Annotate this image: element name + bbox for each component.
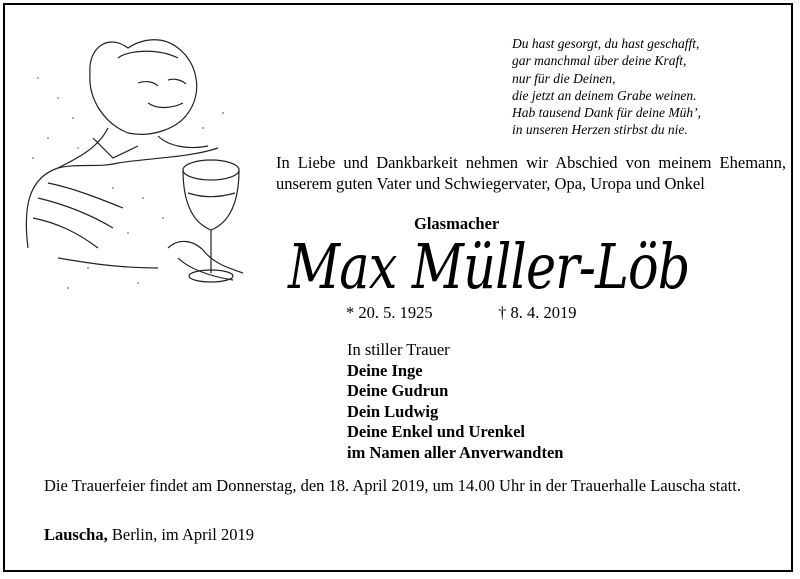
trade-title: Glasmacher [414, 214, 500, 233]
place-date [44, 525, 254, 545]
poem-line: Hab tausend Dank für deine Müh’, [512, 105, 701, 121]
poem-line: Du hast gesorgt, du hast geschafft, [512, 36, 700, 51]
poem-line: nur für die Deinen, [512, 70, 616, 86]
poem-line: die jetzt an deinem Grabe weinen. [512, 87, 697, 103]
poem-line: in unseren Herzen stirbst du nie. [512, 122, 688, 138]
intro-text: In Liebe und Dankbarkeit nehmen wir Abschied von meinem Ehemann, unserem guten Vater und Schwiegervater, Opa, Uropa und Onkel [276, 153, 786, 193]
mourner-name: Deine Inge [347, 360, 423, 380]
mourner-name: Deine Enkel und Urenkel [347, 422, 526, 442]
deceased-name: Max Müller-Löb [288, 230, 690, 303]
place-bold: Lauscha, [44, 525, 108, 544]
mourner-name: Dein Ludwig [347, 401, 439, 421]
poem-line: gar manchmal über deine Kraft, [512, 53, 687, 69]
mourner-name: Deine Gudrun [347, 381, 449, 401]
mourning-heading: In stiller Trauer [347, 340, 450, 359]
portrait-photo [18, 18, 250, 300]
place-rest: Berlin, im April 2019 [107, 525, 254, 544]
mourners-block [347, 340, 563, 464]
birth-date: * 20. 5. 1925 [346, 303, 433, 322]
funeral-info: Die Trauerfeier findet am Donnerstag, den 18. April 2019, um 14.00 Uhr in der Trauerhalle Lauscha statt. [44, 476, 741, 495]
life-dates [346, 303, 577, 323]
death-date: † 8. 4. 2019 [498, 303, 577, 322]
poem [512, 35, 782, 139]
mourner-name: im Namen aller Anverwandten [347, 442, 564, 462]
